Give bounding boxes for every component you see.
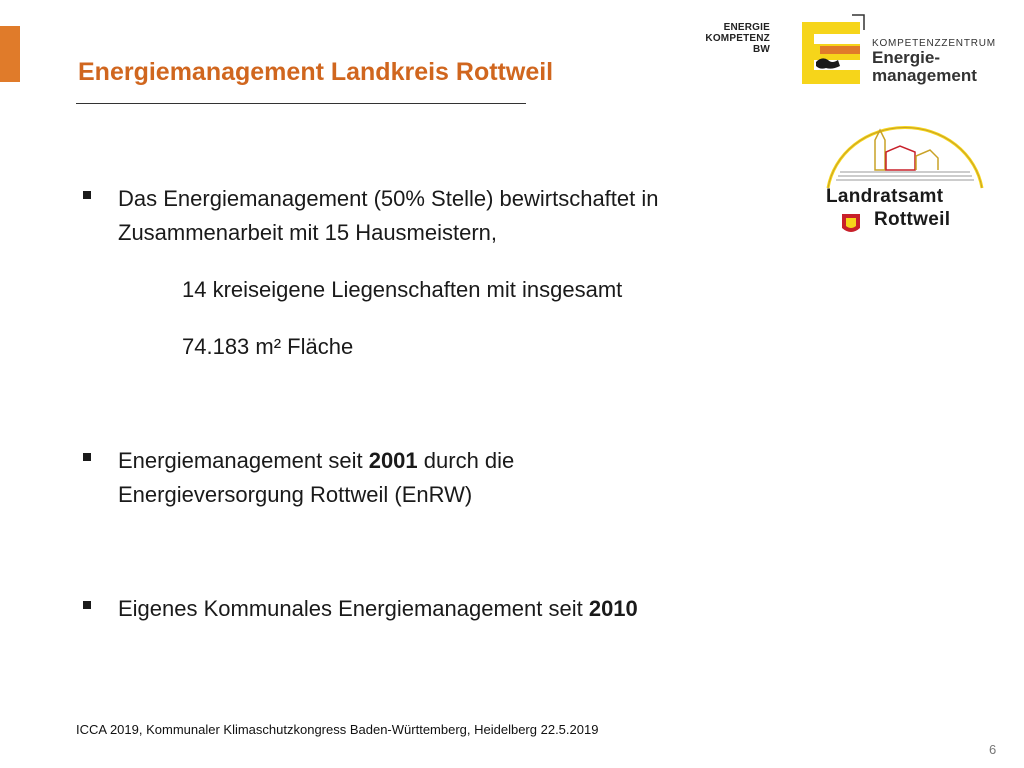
bullet-2-line-2: Energieversorgung Rottweil (EnRW) <box>118 482 473 507</box>
ekbw-wordmark <box>705 22 770 55</box>
bullet-2-post: durch die <box>417 448 515 473</box>
footer-text: ICCA 2019, Kommunaler Klimaschutzkongress Baden-Württemberg, Heidelberg 22.5.2019 <box>76 722 599 737</box>
bullet-2-year: 2001 <box>368 448 418 473</box>
landratsamt-rottweil-logo <box>820 110 990 245</box>
bullet-2-pre: Energiemanagement seit <box>118 448 369 473</box>
bullet-square-icon <box>83 453 91 461</box>
landratsamt-label: Landratsamt <box>826 186 944 207</box>
slide-title: Energiemanagement Landkreis Rottweil <box>78 58 554 86</box>
ekbw-line2: KOMPETENZ <box>705 33 770 44</box>
bullet-2-line-1 <box>118 445 514 476</box>
bullet-3-year: 2010 <box>588 596 638 621</box>
kompetenzzentrum-text <box>872 38 996 85</box>
ekbw-emblem-icon <box>800 12 872 88</box>
title-underline <box>76 103 526 104</box>
bullet-square-icon <box>83 191 91 199</box>
bullet-square-icon <box>83 601 91 609</box>
ekbw-line3: BW <box>752 44 770 55</box>
accent-bar <box>0 26 20 82</box>
ekbw-line1: ENERGIE <box>723 22 770 33</box>
bullet-1-sub-1: 14 kreiseigene Liegenschaften mit insgesamt <box>182 277 623 302</box>
kompetenz-big1: Energie- <box>872 48 941 67</box>
bullet-3-line-1 <box>118 593 638 624</box>
kompetenz-big2: management <box>872 66 977 85</box>
kompetenz-small: KOMPETENZZENTRUM <box>872 38 996 49</box>
energie-kompetenz-bw-logo <box>705 12 1000 92</box>
rottweil-label: Rottweil <box>874 209 951 230</box>
bullet-1-line-2: Zusammenarbeit mit 15 Hausmeistern, <box>118 220 498 245</box>
bullet-1-line-1: Das Energiemanagement (50% Stelle) bewirtschaftet in <box>118 186 659 211</box>
page-number: 6 <box>989 742 997 757</box>
bullet-3-pre: Eigenes Kommunales Energiemanagement seit <box>118 596 589 621</box>
bullet-1-sub-2: 74.183 m² Fläche <box>182 334 354 359</box>
